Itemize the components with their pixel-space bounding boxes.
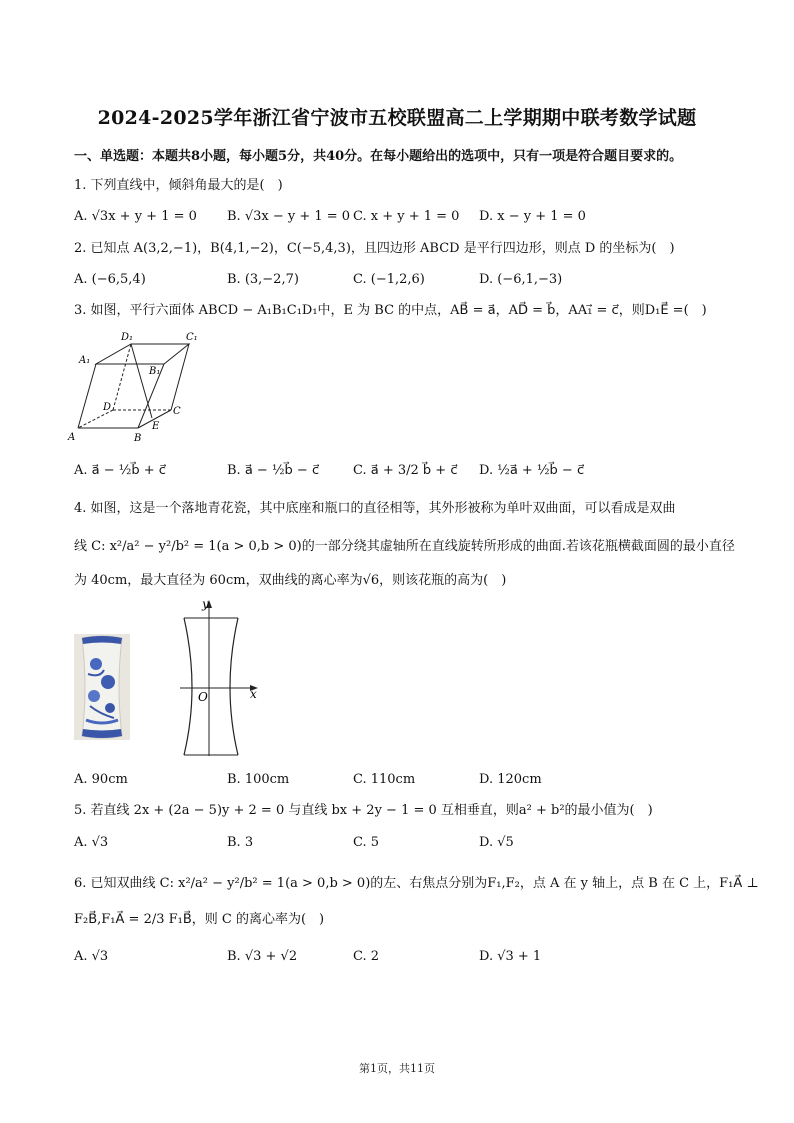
parallelepiped-figure bbox=[66, 328, 206, 450]
q6-option-a: A. √3 bbox=[74, 949, 109, 964]
question-4-stem-line3: 为 40cm，最大直径为 60cm，双曲线的离心率为√6，则该花瓶的高为( ) bbox=[74, 573, 507, 588]
vase-photo bbox=[74, 634, 130, 740]
q5-option-c: C. 5 bbox=[353, 835, 380, 850]
q2-option-b: B. (3,−2,7) bbox=[227, 272, 299, 287]
page-title: 2024-2025学年浙江省宁波市五校联盟高二上学期期中联考数学试题 bbox=[97, 107, 697, 129]
q2-option-c: C. (−1,2,6) bbox=[353, 272, 425, 287]
label-e: E bbox=[152, 421, 160, 432]
q3-option-a: A. a⃗ − ½b⃗ + c⃗ bbox=[74, 463, 166, 478]
question-6-stem-line1: 6. 已知双曲线 C: x²/a² − y²/b² = 1(a > 0,b > 0)的左、右焦点分别为F₁,F₂，点 A 在 y 轴上，点 B 在 C 上，F₁A⃗ ⊥ bbox=[74, 876, 759, 891]
label-a1: A₁ bbox=[79, 355, 91, 366]
q4-option-c: C. 110cm bbox=[353, 772, 416, 787]
label-c1: C₁ bbox=[186, 332, 198, 343]
q4-option-d: D. 120cm bbox=[479, 772, 542, 787]
q3-option-d: D. ½a⃗ + ½b⃗ − c⃗ bbox=[479, 463, 585, 478]
page-footer: 第1页，共11页 bbox=[359, 1062, 435, 1075]
label-a: A bbox=[68, 432, 76, 443]
q1-option-a: A. √3x + y + 1 = 0 bbox=[74, 209, 197, 224]
question-5-stem: 5. 若直线 2x + (2a − 5)y + 2 = 0 与直线 bx + 2y − 1 = 0 互相垂直，则a² + b²的最小值为( ) bbox=[74, 803, 653, 818]
q1-option-b: B. √3x − y + 1 = 0 bbox=[227, 209, 351, 224]
label-b: B bbox=[134, 433, 142, 444]
q6-option-c: C. 2 bbox=[353, 949, 380, 964]
question-3-stem: 3. 如图，平行六面体 ABCD − A₁B₁C₁D₁中，E 为 BC 的中点，AB⃗ = a⃗，AD⃗ = b⃗，AA₁⃗ = c⃗，则D₁E⃗ =( ) bbox=[74, 303, 707, 318]
label-c: C bbox=[173, 406, 181, 417]
q2-option-d: D. (−6,1,−3) bbox=[479, 272, 563, 287]
q4-option-b: B. 100cm bbox=[227, 772, 290, 787]
axis-label-x: x bbox=[250, 687, 257, 701]
q1-option-d: D. x − y + 1 = 0 bbox=[479, 209, 586, 224]
label-d: D bbox=[103, 402, 112, 413]
q3-option-c: C. a⃗ + 3/2 b⃗ + c⃗ bbox=[353, 463, 458, 478]
origin-label: O bbox=[198, 690, 208, 704]
q5-option-a: A. √3 bbox=[74, 835, 109, 850]
q2-option-a: A. (−6,5,4) bbox=[74, 272, 146, 287]
axis-label-y: y bbox=[202, 597, 209, 611]
label-b1: B₁ bbox=[149, 366, 161, 377]
q1-option-c: C. x + y + 1 = 0 bbox=[353, 209, 460, 224]
question-2-stem: 2. 已知点 A(3,2,−1)，B(4,1,−2)，C(−5,4,3)，且四边形 ABCD 是平行四边形，则点 D 的坐标为( ) bbox=[74, 241, 675, 256]
label-d1: D₁ bbox=[121, 332, 134, 343]
q4-option-a: A. 90cm bbox=[74, 772, 128, 787]
hyperbola-figure bbox=[172, 596, 272, 760]
question-1-stem: 1. 下列直线中，倾斜角最大的是( ) bbox=[74, 178, 283, 193]
q5-option-d: D. √5 bbox=[479, 835, 514, 850]
q6-option-d: D. √3 + 1 bbox=[479, 949, 542, 964]
q6-option-b: B. √3 + √2 bbox=[227, 949, 298, 964]
q5-option-b: B. 3 bbox=[227, 835, 254, 850]
question-4-stem-line2: 线 C: x²/a² − y²/b² = 1(a > 0,b > 0)的一部分绕其虚轴所在直线旋转所形成的曲面.若该花瓶横截面圆的最小直径 bbox=[74, 539, 735, 554]
section-heading: 一、单选题：本题共8小题，每小题5分，共40分。在每小题给出的选项中，只有一项是符合题目要求的。 bbox=[74, 149, 683, 164]
question-6-stem-line2: F₂B⃗,F₁A⃗ = 2/3 F₁B⃗，则 C 的离心率为( ) bbox=[74, 912, 325, 927]
q3-option-b: B. a⃗ − ½b⃗ − c⃗ bbox=[227, 463, 320, 478]
question-4-stem-line1: 4. 如图，这是一个落地青花瓷，其中底座和瓶口的直径相等，其外形被称为单叶双曲面，可以看成是双曲 bbox=[74, 501, 676, 516]
